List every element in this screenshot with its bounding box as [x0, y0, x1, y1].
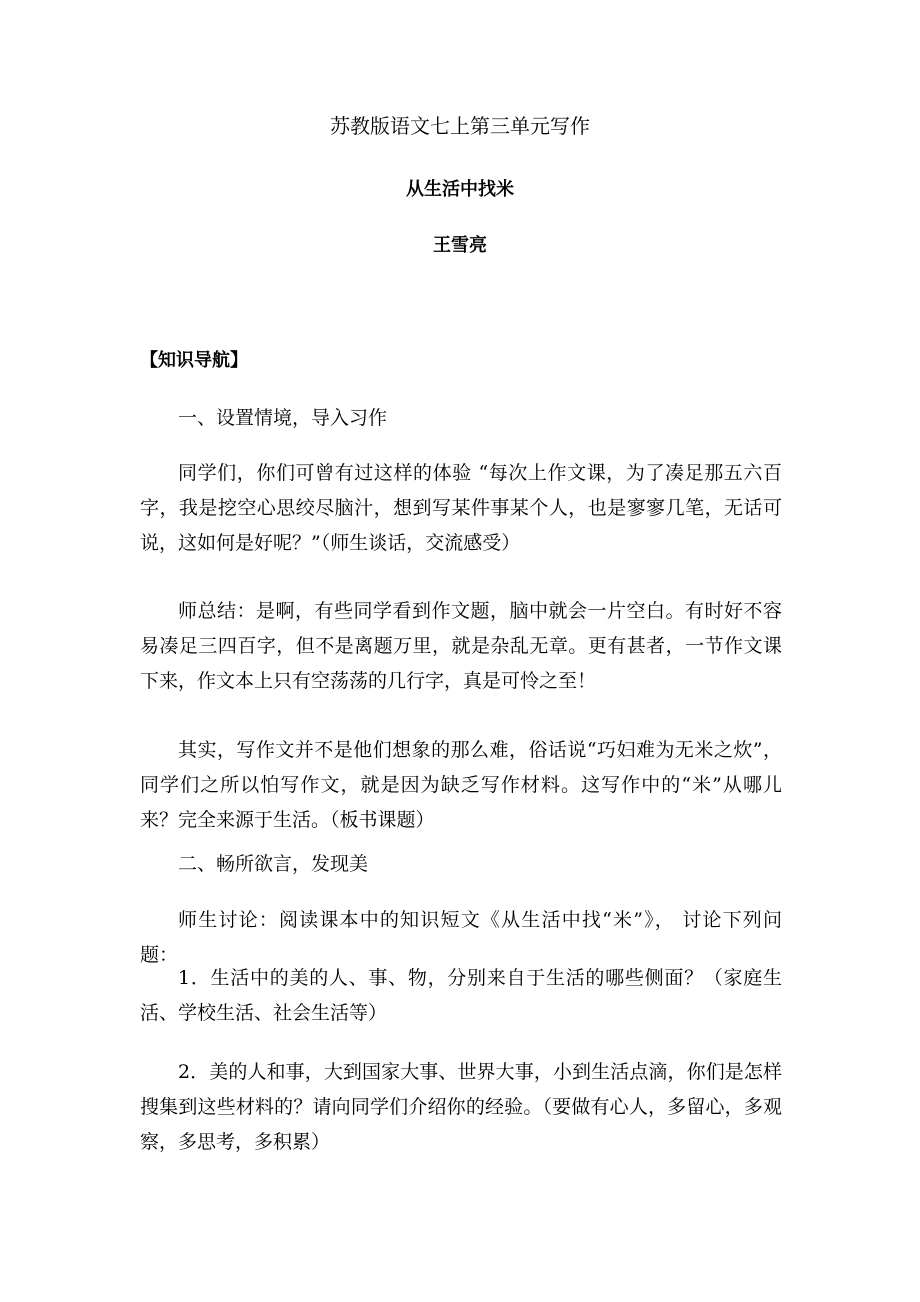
section-heading-1: 一、设置情境，导入习作	[178, 407, 388, 429]
paragraph-4: 师生讨论：阅读课本中的知识短文《从生活中找“米”》， 讨论下列问题：	[140, 909, 782, 966]
paragraph-3: 其实，写作文并不是他们想象的那么难，俗话说“巧妇难为无米之炊”，同学们之所以怕写作文，就是因为缺乏写作材料。这写作中的“米”从哪儿来？完全来源于生活。（板书课题）	[140, 739, 782, 831]
document-subtitle: 从生活中找米	[406, 179, 514, 200]
document-title: 苏教版语文七上第三单元写作	[330, 114, 590, 138]
section-heading-2: 二、畅所欲言，发现美	[178, 853, 369, 875]
section-label: 【知识导航】	[140, 350, 248, 371]
paragraph-5: 1．生活中的美的人、事、物，分别来自于生活的哪些侧面？（家庭生活、学校生活、社会生活等）	[140, 967, 782, 1024]
paragraph-1: 同学们，你们可曾有过这样的体验 “每次上作文课，为了凑足那五六百字，我是挖空心思绞尽脑汁，想到写某件事某个人，也是寥寥几笔，无话可说，这如何是好呢？”（师生谈话，交流感受）	[140, 462, 782, 554]
document-author: 王雪亮	[433, 235, 487, 256]
paragraph-2: 师总结：是啊，有些同学看到作文题，脑中就会一片空白。有时好不容易凑足三四百字，但不是离题万里，就是杂乱无章。更有甚者，一节作文课下来，作文本上只有空荡荡的几行字，真是可怜之至！	[140, 600, 782, 692]
paragraph-6: 2．美的人和事，大到国家大事、世界大事，小到生活点滴，你们是怎样搜集到这些材料的？请向同学们介绍你的经验。（要做有心人，多留心，多观察，多思考，多积累）	[140, 1061, 782, 1153]
